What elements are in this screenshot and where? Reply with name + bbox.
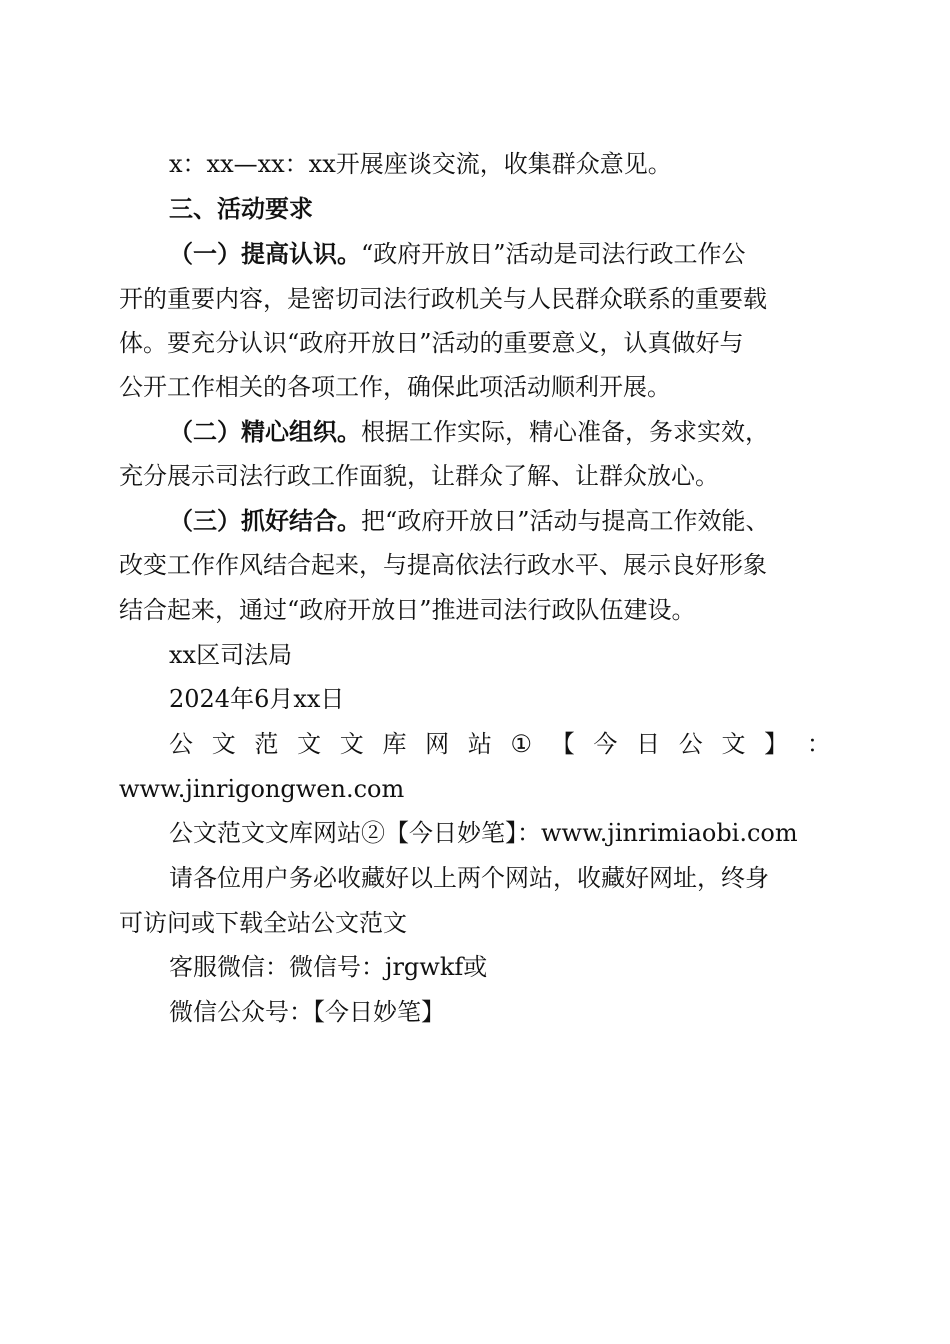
site-two-line	[169, 818, 831, 848]
site-one-char: ：	[806, 730, 831, 758]
paragraph-line	[119, 595, 831, 625]
text: 结合起来，通过“政府开放日”推进司法行政队伍建设。	[119, 596, 696, 624]
site-one-char: 范	[254, 730, 279, 758]
paragraph-line	[119, 284, 831, 314]
heading-text: 三、活动要求	[169, 195, 313, 223]
text: x：xx—xx：xx开展座谈交流，收集群众意见。	[169, 150, 672, 178]
notice-line	[169, 863, 831, 893]
site-one-char: 文	[211, 730, 236, 758]
text-line	[169, 149, 831, 179]
site-one-char: 【	[550, 730, 575, 758]
text: xx区司法局	[169, 641, 293, 669]
text: 公文范文文库网站②【今日妙笔】：www.jinrimiaobi.com	[169, 819, 798, 847]
paragraph-line	[119, 372, 831, 402]
text: 请各位用户务必收藏好以上两个网站，收藏好网址，终身	[169, 864, 769, 892]
text: 可访问或下载全站公文范文	[119, 909, 407, 937]
section-heading	[169, 194, 831, 224]
paragraph-lead: （三）抓好结合。	[169, 507, 361, 535]
site-one-char: 文	[339, 730, 364, 758]
url-text: www.jinrigongwen.com	[119, 775, 405, 803]
site-one-url	[119, 774, 831, 804]
text: 客服微信：微信号：jrgwkf或	[169, 953, 488, 981]
text: 把“政府开放日”活动与提高工作效能、	[361, 507, 770, 535]
site-one-char: 网	[425, 730, 450, 758]
paragraph-lead: （二）精心组织。	[169, 418, 361, 446]
site-one-char: 库	[382, 730, 407, 758]
signature-date	[169, 684, 831, 714]
paragraph-lead: （一）提高认识。	[169, 240, 361, 268]
site-one-char: ①	[510, 730, 533, 758]
text: 开的重要内容，是密切司法行政机关与人民群众联系的重要载	[119, 285, 767, 313]
site-one-char: 】	[764, 730, 789, 758]
paragraph-line	[169, 239, 831, 269]
wechat-line	[169, 997, 831, 1027]
text: 2024年6月xx日	[169, 685, 345, 713]
site-one-char: 公	[169, 730, 193, 758]
text: 充分展示司法行政工作面貌，让群众了解、让群众放心。	[119, 462, 719, 490]
site-one-char: 站	[467, 730, 492, 758]
site-one-char: 文	[297, 730, 322, 758]
site-one-char: 文	[721, 730, 746, 758]
paragraph-line	[169, 417, 831, 447]
site-one-line	[169, 729, 831, 759]
text: 改变工作作风结合起来，与提高依法行政水平、展示良好形象	[119, 551, 767, 579]
notice-line	[119, 908, 831, 938]
text: 根据工作实际，精心准备，务求实效，	[361, 418, 769, 446]
paragraph-line	[119, 461, 831, 491]
paragraph-line	[119, 328, 831, 358]
paragraph-line	[119, 550, 831, 580]
text: 微信公众号：【今日妙笔】	[169, 998, 445, 1026]
text: “政府开放日”活动是司法行政工作公	[361, 240, 746, 268]
site-one-char: 今	[593, 730, 618, 758]
site-one-char: 公	[678, 730, 703, 758]
signature-org	[169, 640, 831, 670]
text: 公开工作相关的各项工作，确保此项活动顺利开展。	[119, 373, 671, 401]
paragraph-line	[169, 506, 831, 536]
text: 体。要充分认识“政府开放日”活动的重要意义，认真做好与	[119, 329, 744, 357]
service-line	[169, 952, 831, 982]
site-one-char: 日	[636, 730, 661, 758]
